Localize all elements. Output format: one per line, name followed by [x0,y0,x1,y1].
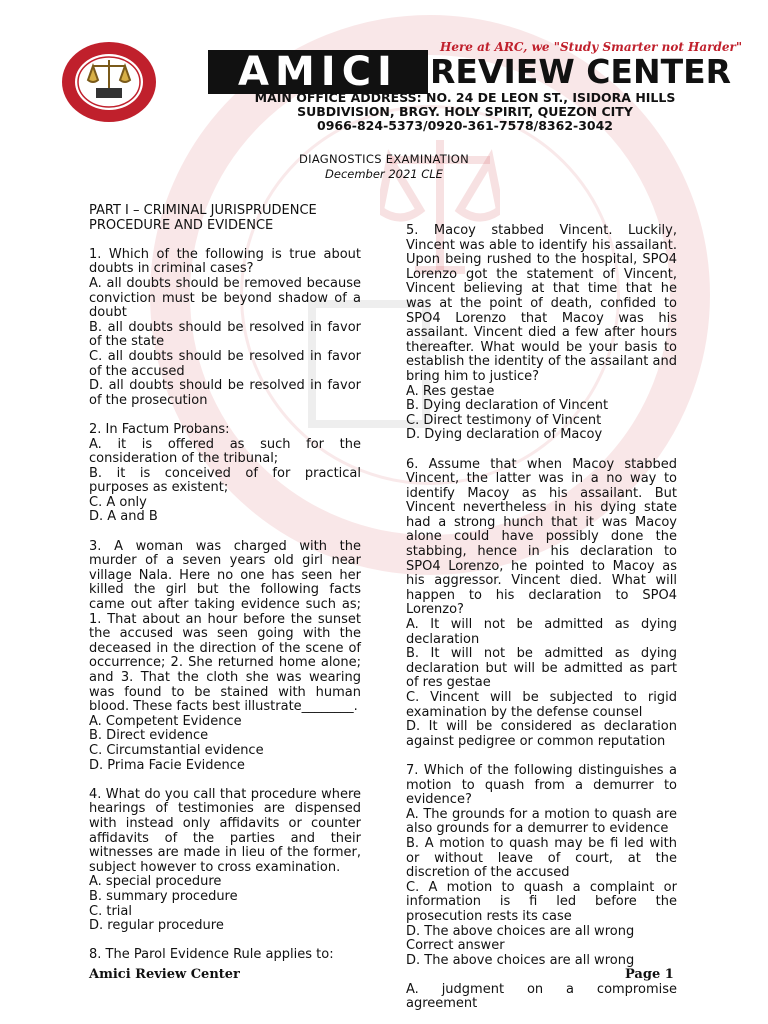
text-line: A. Competent Evidence [89,713,242,729]
text-line: A. Res gestae [406,383,495,399]
brand-review-center: REVIEW CENTER [430,52,732,91]
text-line: A. judgment on a compromise agreement [406,981,677,1012]
paragraph-gap [89,773,361,788]
address-line-1: MAIN OFFICE ADDRESS: NO. 24 DE LEON ST., ISIDORA HILLS [254,90,676,105]
text-line: C. Vincent will be subjected to rigid examination by the defense counsel [406,690,677,720]
left-column [89,204,361,963]
exam-title: DIAGNOSTICS EXAMINATION [298,152,470,166]
text-line: C. A only [89,494,147,510]
text-line: 8. The Parol Evidence Rule applies to: [89,947,334,963]
text-line: 1. Which of the following is true about doubts in criminal cases? [89,246,361,277]
footer-center-name: Amici Review Center [89,967,240,982]
text-line: B. all doubts should be resolved in favor of the state [89,319,361,350]
exam-date: December 2021 CLE [325,167,443,181]
text-line: A. It will not be admitted as dying declaration [406,617,677,647]
paragraph-gap [89,233,361,248]
amici-seal-logo [60,40,158,124]
phone-numbers: 0966-824-5373/0920-361-7578/8362-3042 [317,118,613,133]
paragraph-gap [89,408,361,423]
text-line: B. it is conceived of for practical purposes as existent; [89,465,361,496]
text-line: D. It will be considered as declaration against pedigree or common reputation [406,719,677,749]
text-line: 3. A woman was charged with the murder of a seven years old girl near village Nala. Here no one has seen her killed the girl but the following facts came out after taking evidence such as; 1. That about an hour before the sunset the accused was seen going with the deceased in the direction of the scene of occurrence; 2. She returned home alone; and 3. That the cloth she was wearing was found to be stained with human blood. These facts best illustrate________. [89,538,361,715]
text-line: PART I – CRIMINAL JURISPRUDENCE [89,203,317,218]
text-line: Correct answer [406,938,505,954]
text-line: B. Dying declaration of Vincent [406,398,609,414]
text-line: D. The above choices are all wrong [406,923,635,939]
text-line: A. special procedure [89,874,222,890]
text-line: A. The grounds for a motion to quash are also grounds for a demurrer to evidence [406,806,677,837]
text-line: C. all doubts should be resolved in favor of the accused [89,348,361,379]
right-column [406,224,677,1012]
text-line: D. all doubts should be resolved in favor of the prosecution [89,378,361,408]
paragraph-gap [406,749,677,764]
address-line-2: SUBDIVISION, BRGY. HOLY SPIRIT, QUEZON CITY [297,104,633,119]
text-line: D. The above choices are all wrong [406,952,635,968]
text-line: B. A motion to quash may be fi led with or without leave of court, at the discretion of the accused [406,835,677,881]
text-line: 4. What do you call that procedure where hearings of testimonies are dispensed with instead only affidavits or counter affidavits of the parties and their witnesses are made in lieu of the former, subject however to cross examination. [89,786,361,875]
brand-amici: AMICI [208,50,428,94]
text-line: D. regular procedure [89,918,224,934]
text-line: C. trial [89,903,132,919]
text-line: C. Direct testimony of Vincent [406,412,602,428]
text-line: A. it is offered as such for the consideration of the tribunal; [89,436,361,467]
text-line: 5. Macoy stabbed Vincent. Luckily, Vincent was able to identify his assailant. Upon being rushed to the hospital, SPO4 Lorenzo got the statement of Vincent, Vincent believing at that time that he was at the point of death, confided to SPO4 Lorenzo that Macoy was his assailant. Vincent died a few after hours thereafter. What would be your basis to establish the identity of the assailant and bring him to justice? [406,223,677,384]
text-line: B. Direct evidence [89,728,209,744]
paragraph-gap [89,934,361,949]
text-line: D. Dying declaration of Macoy [406,427,603,443]
text-line: A. all doubts should be removed because conviction must be beyond shadow of a doubt [89,275,361,321]
paragraph-gap [89,525,361,540]
text-line: 7. Which of the following distinguishes a motion to quash from a demurrer to evidence? [406,762,677,808]
tagline: Here at ARC, we "Study Smarter not Harder" [440,40,743,54]
text-line: 6. Assume that when Macoy stabbed Vincent, the latter was in a no way to identify Macoy as his assailant. But Vincent nevertheless in his dying state had a strong hunch that it was Macoy alone could have possibly done the stabbing, hence in his declaration to SPO4 Lorenzo, he pointed to Macoy as his aggressor. Vincent died. What will happen to his declaration to SPO4 Lorenzo? [406,456,677,618]
text-line: B. It will not be admitted as dying declaration but will be admitted as part of res gestae [406,646,677,691]
page-number: Page 1 [625,967,674,982]
text-line: B. summary procedure [89,888,238,904]
text-line: D. Prima Facie Evidence [89,757,245,773]
text-line: D. A and B [89,509,158,525]
text-line: C. A motion to quash a complaint or information is fi led before the prosecution rests its case [406,879,677,924]
paragraph-gap [406,443,677,458]
text-line: 2. In Factum Probans: [89,421,230,437]
text-line: PROCEDURE AND EVIDENCE [89,217,274,233]
text-line: C. Circumstantial evidence [89,742,264,758]
